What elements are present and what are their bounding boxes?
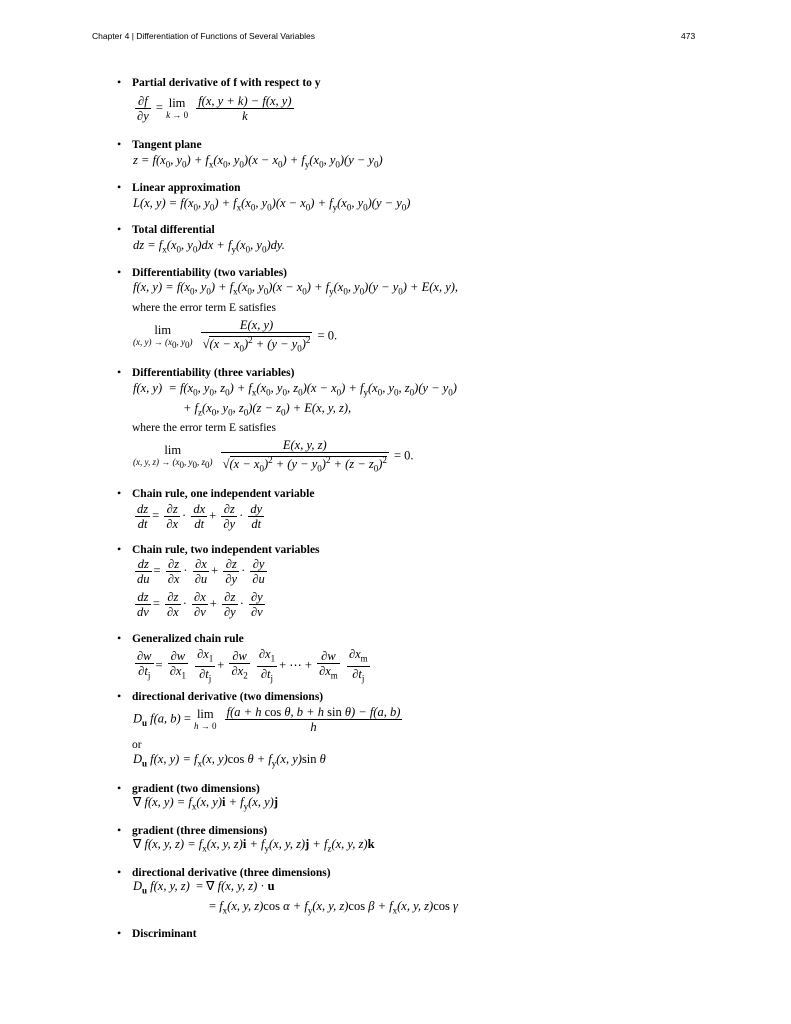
section-title: Linear approximation xyxy=(132,182,241,194)
bullet: • xyxy=(117,542,122,556)
section-title: Chain rule, two independent variables xyxy=(132,544,320,556)
bullet: • xyxy=(117,137,122,151)
section-title: Generalized chain rule xyxy=(132,633,244,645)
bullet: • xyxy=(117,926,122,940)
equation: ∇ f(x, $y) = f_x(x$, $y)i + f_y(x$, y)j xyxy=(133,795,278,812)
section-title: Tangent plane xyxy=(132,139,202,151)
section-title: Partial derivative of f with respect to y xyxy=(132,77,321,89)
equation-line-2: + $f_z(x_0$, $y_0$, $z_0)(z - z_0) + E(x$, y, z), xyxy=(183,401,352,418)
equation-dv: $\frac{dz}{dv}$ = $\frac{\partial z}{\partial x}$ · $\frac{\partial x}{\partial v}$ + $\frac{\partial z}{\partial y}$ · $\frac{\partial y}{\partial v}$ xyxy=(137,590,263,619)
bullet: • xyxy=(117,486,122,500)
bullet: • xyxy=(117,631,122,645)
equation: $\frac{dz}{dt}$ = $\frac{\partial z}{\partial x}$ · $\frac{dx}{dt}$ + $\frac{\partial z}{\partial y}$ · $\frac{dy}{dt}$ xyxy=(137,502,263,531)
note-text: where the error term E satisfies xyxy=(132,422,277,434)
equation-components: $D_u$ f(x, $y) = f_x(x$, y)cos $\theta + f_y(x$, y)sin θ xyxy=(133,752,326,769)
limit-equation: lim (x, $y) \to (x_0$, $y_0$) $\frac{E(x, y)}{√(x - x_0)^2 + (y - y_0)^2}$ = 0. xyxy=(133,318,338,354)
bullet: • xyxy=(117,865,122,879)
section-title: directional derivative (two dimensions) xyxy=(132,691,324,703)
section-title: Discriminant xyxy=(132,928,197,940)
section-title: Differentiability (three variables) xyxy=(132,367,295,379)
bullet: • xyxy=(117,823,122,837)
equation: dz = $f_x(x_0$, $y_0)dx + f_y(x_0$, $y_0)dy$. xyxy=(133,238,285,255)
equation-line-1: $D_u$ f(x, y, z) = ∇ f(x, y, z) · u xyxy=(133,879,275,896)
equation: $\frac{\partial f}{\partial y}$ = lim k → 0 $\frac{f(x, y + k) - f(x, y)}{k}$ xyxy=(137,94,292,123)
section-title: directional derivative (three dimensions) xyxy=(132,867,331,879)
section-title: gradient (two dimensions) xyxy=(132,783,260,795)
equation: f(x, $y) = f(x_0$, $y_0) + f_x(x_0$, $y_0)(x - x_0) + f_y(x_0$, $y_0)(y - y_0) + E(x$, y), xyxy=(133,280,459,297)
section-title: Total differential xyxy=(132,224,215,236)
bullet: • xyxy=(117,365,122,379)
running-header: Chapter 4 | Differentiation of Functions of Several Variables xyxy=(92,31,316,41)
section-title: Differentiability (two variables) xyxy=(132,267,288,279)
section-title: gradient (three dimensions) xyxy=(132,825,268,837)
limit-equation: lim (x, y, $z) \to (x_0$, $y_0$, $z_0$) $\frac{E(x, y, z)}{√(x - x_0)^2 + (y - y_0)^2 + (z - z_0)^2}$ = 0. xyxy=(133,438,414,474)
note-text: where the error term E satisfies xyxy=(132,302,277,314)
equation-line-1: f(x, $y) = f(x_0$, $y_0$, $z_0) + f_x(x_0$, $y_0$, $z_0)(x - x_0) + f_y(x_0$, $y_0$, $z_0)(y - y_0)$ xyxy=(133,381,457,398)
or-text: or xyxy=(132,739,142,751)
equation: $\frac{\partial w}{\partial t_j}$ = $\frac{\partial w}{\partial x_1}$ $\frac{\partial x_1}{\partial t_j}$ + $\frac{\partial w}{\partial x_2}$ $\frac{\partial x_1}{\partial t_j}$ + ⋯ + $\frac{\partial w}{\partial x_m}$ $\frac{\partial x_m}{\partial t_j}$ xyxy=(137,647,368,683)
bullet: • xyxy=(117,180,122,194)
bullet: • xyxy=(117,689,122,703)
equation: $z = f(x_0$, $y_0) + f_x(x_0$, $y_0)(x - x_0) + f_y(x_0$, $y_0)(y - y_0)$ xyxy=(133,153,383,170)
equation-limit: $D_u$ f(a, b) = lim h → 0 $\frac{\text{f(a + h cos θ, b + h sin θ) − f(a, b)}}{h}$ xyxy=(133,705,401,734)
bullet: • xyxy=(117,781,122,795)
equation-du: $\frac{dz}{du}$ = $\frac{\partial z}{\partial x}$ · $\frac{\partial x}{\partial u}$ + $\frac{\partial z}{\partial y}$ · $\frac{\partial y}{\partial u}$ xyxy=(137,557,265,586)
equation: L(x, $y) = f(x_0$, $y_0) + f_x(x_0$, $y_0)(x - x_0) + f_y(x_0$, $y_0)(y - y_0)$ xyxy=(133,196,411,213)
bullet: • xyxy=(117,75,122,89)
equation: ∇ f(x, y, $z) = f_x(x$, y, $z)i + f_y(x$, y, $z)j + f_z(x$, y, z)k xyxy=(133,837,375,854)
page-number: 473 xyxy=(681,31,696,41)
bullet: • xyxy=(117,265,122,279)
equation-line-2: = $f_x(x$, y, z)cos $\alpha + f_y(x$, y, z)cos $\beta + f_x(x$, y, z)cos γ xyxy=(209,899,458,916)
bullet: • xyxy=(117,222,122,236)
section-title: Chain rule, one independent variable xyxy=(132,488,315,500)
